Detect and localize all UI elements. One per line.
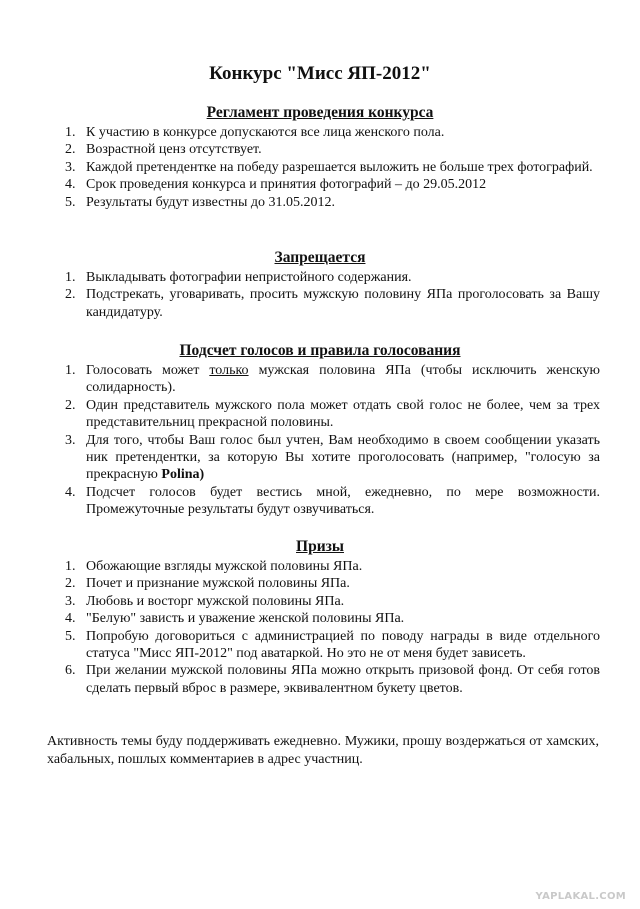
item-text: мужская половина ЯПа (чтобы исключить женскую солидарность). <box>86 363 600 396</box>
item-number: 6. <box>65 663 76 679</box>
item-text: Выкладывать фотографии непристойного содержания. <box>86 270 412 285</box>
list-item <box>0 269 640 286</box>
list-item <box>0 484 640 519</box>
prohibited-list <box>0 269 640 321</box>
section-prohibited <box>0 249 640 321</box>
item-number: 5. <box>65 194 76 210</box>
list-item <box>0 593 640 610</box>
item-number: 1. <box>65 270 76 285</box>
item-text: Каждой претендентке на победу разрешается выложить не больше трех фотографий. <box>86 159 593 175</box>
item-number: 2. <box>65 287 76 303</box>
item-text: Срок проведения конкурса и принятия фотографий – до 29.05.2012 <box>86 177 487 193</box>
list-item <box>0 286 640 321</box>
item-number: 3. <box>65 159 76 175</box>
item-text: При желании мужской половины ЯПа можно открыть призовой фонд. От себя готов сделать первый вброс в размере, эквивалентном букету цветов. <box>86 663 600 696</box>
list-item <box>0 124 640 141</box>
item-number: 4. <box>65 177 76 193</box>
item-text: Один представитель мужского пола может отдать свой голос не более, чем за трех представительниц прекрасной половины. <box>86 397 600 431</box>
item-text: Голосовать может <box>86 363 210 378</box>
item-number: 4. <box>65 484 76 500</box>
item-text: Любовь и восторг мужской половины ЯПа. <box>86 593 345 609</box>
item-text: Возрастной ценз отсутствует. <box>86 142 262 158</box>
item-text: Для того, чтобы Ваш голос был учтен, Вам необходимо в своем сообщении указать ник претендентки, за которую Вы хотите проголосовать (например, "голосую за прекрасную <box>86 432 600 483</box>
item-number: 1. <box>65 125 76 140</box>
list-item <box>0 141 640 158</box>
item-text-underlined: только <box>209 363 249 378</box>
prizes-list <box>0 558 640 697</box>
list-item <box>0 610 640 627</box>
list-item <box>0 575 640 592</box>
item-text: "Белую" зависть и уважение женской половины ЯПа. <box>86 611 405 627</box>
item-number: 2. <box>65 397 76 413</box>
item-number: 1. <box>65 363 76 378</box>
item-text: Подстрекать, уговаривать, просить мужскую половину ЯПа проголосовать за Вашу кандидатуру. <box>86 287 600 320</box>
item-number: 3. <box>65 593 76 609</box>
item-text: Обожающие взгляды мужской половины ЯПа. <box>86 559 363 574</box>
list-item <box>0 362 640 397</box>
item-text: Попробую договориться с администрацией по поводу награды в виде отдельного статуса "Мисс ЯП-2012" под аватаркой. Но это не от меня будет зависеть. <box>86 628 600 662</box>
item-text: Почет и признание мужской половины ЯПа. <box>86 576 350 592</box>
item-number: 4. <box>65 611 76 627</box>
voting-list <box>0 362 640 519</box>
list-item <box>0 397 640 432</box>
document-title: Конкурс "Мисс ЯП-2012" <box>209 63 431 84</box>
list-item <box>0 558 640 575</box>
item-text-bold: Polina) <box>161 467 205 483</box>
section-rules <box>0 104 640 211</box>
list-item <box>0 194 640 211</box>
section-voting <box>0 342 640 519</box>
list-item <box>0 628 640 663</box>
section-prizes <box>0 538 640 697</box>
list-item <box>0 176 640 193</box>
item-number: 1. <box>65 559 76 574</box>
closing-paragraph: Активность темы буду поддерживать ежедневно. Мужики, прошу воздержаться от хамских, хабальных, пошлых комментариев в адрес участниц. <box>47 734 599 767</box>
section-heading: Запрещается <box>274 249 366 266</box>
item-text: Результаты будут известны до 31.05.2012. <box>86 194 336 210</box>
list-item <box>0 159 640 176</box>
item-number: 5. <box>65 628 76 644</box>
item-number: 3. <box>65 432 76 448</box>
item-number: 2. <box>65 142 76 158</box>
list-item <box>0 432 640 484</box>
section-heading: Подсчет голосов и правила голосования <box>179 342 461 359</box>
item-text: Подсчет голосов будет вестись мной, ежедневно, по мере возможности. Промежуточные результаты будут озвучиваться. <box>86 484 600 518</box>
list-item <box>0 662 640 697</box>
item-text: К участию в конкурсе допускаются все лица женского пола. <box>86 125 445 140</box>
site-watermark: YAPLAKAL.COM <box>535 891 626 902</box>
item-number: 2. <box>65 576 76 592</box>
section-heading: Регламент проведения конкурса <box>206 104 434 121</box>
rules-list <box>0 124 640 211</box>
section-heading: Призы <box>296 538 344 555</box>
